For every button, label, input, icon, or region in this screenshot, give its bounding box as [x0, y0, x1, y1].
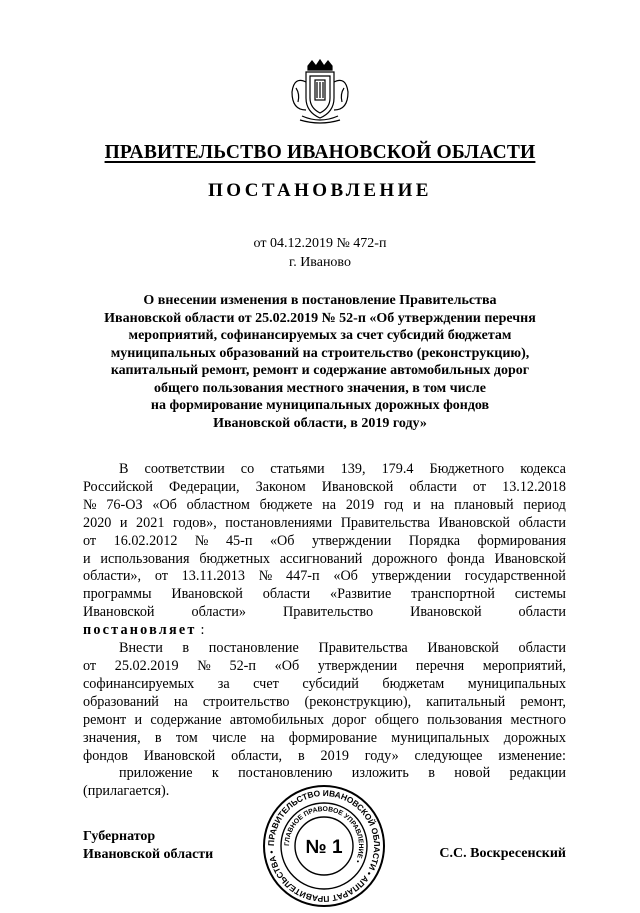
- word: области: [518, 604, 566, 621]
- signatory-position: [83, 828, 213, 864]
- document-title: [80, 292, 560, 432]
- word: счет: [253, 675, 279, 692]
- word: к: [211, 765, 219, 782]
- word: В: [119, 461, 129, 477]
- word: Внести: [119, 640, 163, 657]
- word: следующее: [414, 747, 483, 764]
- word: и: [413, 496, 421, 513]
- word: автомобильных: [229, 711, 324, 728]
- body-line: [83, 730, 566, 748]
- body-line: [83, 497, 566, 515]
- word: Ивановской: [321, 478, 394, 495]
- word: период: [523, 496, 566, 513]
- word: 25.02.2019: [114, 657, 179, 674]
- word: №: [83, 496, 97, 513]
- seal-number: № 1: [305, 837, 343, 858]
- signatory-name: С.С. Воскресенский: [439, 846, 566, 861]
- word: в: [182, 640, 190, 657]
- word: фондов: [83, 747, 128, 764]
- word: «Об: [152, 496, 177, 513]
- body-line: [83, 658, 566, 676]
- word: капитальный: [426, 693, 506, 710]
- document-type: ПОСТАНОВЛЕНИЕ: [208, 180, 432, 201]
- word: 13.11.2013: [181, 568, 245, 585]
- word: постановление: [208, 640, 299, 657]
- body-line: [83, 622, 566, 640]
- body-line: [83, 694, 566, 712]
- word: 2020: [83, 514, 112, 531]
- word: Российской: [83, 478, 153, 495]
- word: софинансируемых: [83, 675, 195, 692]
- title-line: Ивановской области, в 2019 году»: [213, 415, 427, 431]
- word: содержание: [150, 711, 222, 728]
- word: год: [383, 496, 404, 513]
- word: году»: [364, 747, 399, 764]
- word: формирования: [477, 532, 566, 549]
- word: №: [258, 568, 273, 585]
- word: 76-ОЗ: [106, 496, 143, 513]
- seal-ring-text: ПРАВИТЕЛЬСТВО ИВАНОВСКОЙ ОБЛАСТИ • АППАРАТ ПРАВИТЕЛЬСТВА •: [265, 787, 383, 905]
- word: и: [119, 514, 128, 531]
- word: значения,: [83, 729, 141, 746]
- word: на: [173, 693, 188, 710]
- word: Порядка: [408, 532, 461, 549]
- word: «Об: [274, 657, 300, 674]
- word: 52-п: [229, 657, 256, 674]
- word: редакции: [509, 765, 566, 782]
- word: постановлению: [238, 765, 333, 782]
- word: Правительства: [318, 640, 408, 657]
- word: Правительство: [282, 604, 374, 621]
- word: в: [297, 747, 305, 764]
- colon: :: [200, 622, 205, 639]
- body-line: [83, 676, 566, 694]
- word: 2019: [320, 747, 349, 764]
- word: строительство: [202, 693, 290, 710]
- word: бюджетных: [199, 550, 270, 567]
- word: в: [428, 765, 435, 782]
- word: от: [472, 478, 487, 495]
- word: и: [134, 711, 143, 728]
- word: 179.4: [381, 461, 414, 477]
- word: приложение: [119, 765, 193, 782]
- word: том: [175, 729, 198, 746]
- word: транспортной: [411, 586, 495, 603]
- word: области,: [231, 747, 283, 764]
- word: области: [518, 514, 566, 531]
- title-line: капитальный ремонт, ремонт и содержание автомобильных дорог: [110, 363, 530, 378]
- body-line: [83, 533, 566, 551]
- body-line: [83, 640, 566, 658]
- title-line: на формирование муниципальных дорожных фондов: [150, 398, 490, 413]
- word: областном: [186, 496, 250, 513]
- word: формирование: [288, 729, 377, 746]
- body-line: [83, 551, 566, 569]
- word: государственной: [464, 568, 566, 585]
- word: Ивановской: [427, 640, 499, 657]
- word: «Об: [333, 568, 358, 585]
- word: на: [322, 496, 337, 513]
- body-line: [83, 461, 566, 479]
- word: (реконструкцию),: [304, 693, 412, 710]
- word: 447-п: [286, 568, 320, 585]
- word: 45-п: [225, 532, 253, 549]
- word: Правительства: [340, 514, 430, 531]
- word: 13.12.2018: [502, 478, 566, 495]
- word: (прилагается).: [83, 783, 170, 800]
- word: Ивановской: [410, 604, 482, 621]
- word: мероприятий,: [482, 657, 566, 674]
- word: Ивановской: [494, 550, 566, 567]
- word: новой: [454, 765, 491, 782]
- word: ассигнований: [279, 550, 363, 567]
- word: №: [197, 657, 211, 674]
- body-line: [83, 712, 566, 730]
- word: 16.02.2012: [113, 532, 178, 549]
- position-line: Ивановской области: [83, 847, 214, 862]
- word: утверждении: [317, 657, 398, 674]
- government-name: ПРАВИТЕЛЬСТВО ИВАНОВСКОЙ ОБЛАСТИ: [104, 142, 536, 163]
- word: ремонт: [83, 711, 127, 728]
- word: от: [83, 532, 97, 549]
- word: области»: [191, 604, 246, 621]
- word: плановый: [454, 496, 514, 513]
- word: утверждении: [371, 568, 452, 585]
- word: за: [217, 675, 230, 692]
- body-line: [83, 748, 566, 766]
- body-line: [83, 765, 566, 783]
- word: Ивановской: [171, 586, 243, 603]
- word: кодекса: [520, 461, 566, 477]
- word: субсидий: [302, 675, 359, 692]
- word: статьями: [270, 461, 325, 477]
- word: Федерации,: [169, 478, 240, 495]
- word: 2019: [345, 496, 375, 513]
- city: г. Иваново: [289, 255, 351, 270]
- word: области»,: [83, 568, 142, 585]
- title-line: общего пользования местного значения, в том числе: [154, 380, 486, 396]
- word: 2021: [136, 514, 165, 531]
- title-line: муниципальных образований на строительство (реконструкцию),: [110, 345, 530, 361]
- word: фонда: [447, 550, 485, 567]
- word: муниципальных: [467, 675, 566, 692]
- word: 139,: [340, 461, 366, 477]
- word: на: [430, 496, 445, 513]
- word: программы: [83, 586, 152, 603]
- word: бюджетам: [382, 675, 445, 692]
- document-body: [83, 461, 566, 801]
- word: Ивановской: [143, 747, 216, 764]
- word: перечня: [415, 657, 465, 674]
- word: изложить: [351, 765, 409, 782]
- word: изменение:: [498, 747, 566, 764]
- word: муниципальных: [391, 729, 490, 746]
- word: области: [409, 478, 457, 495]
- word: годов»,: [172, 514, 217, 531]
- word: «Об: [269, 532, 295, 549]
- title-line: мероприятий, софинансируемых за счет субсидий бюджетам: [128, 328, 512, 343]
- word: «Развитие: [330, 586, 392, 603]
- body-line: [83, 586, 566, 604]
- word: образований: [83, 693, 159, 710]
- word: от: [154, 568, 168, 585]
- word: использования: [100, 550, 190, 567]
- word: пользования: [427, 711, 503, 728]
- word: бюджете: [259, 496, 313, 513]
- official-seal: [262, 784, 386, 908]
- word: области: [262, 586, 311, 603]
- word: числе: [211, 729, 247, 746]
- word: дорожного: [372, 550, 438, 567]
- body-line: [83, 604, 566, 622]
- resolves-word: постановляет: [83, 622, 197, 639]
- word: общего: [374, 711, 419, 728]
- word: дорог: [332, 711, 367, 728]
- word: Бюджетного: [429, 461, 505, 477]
- word: Законом: [255, 478, 306, 495]
- word: системы: [514, 586, 566, 603]
- word: утверждении: [312, 532, 392, 549]
- date-number: от 04.12.2019 № 472-п: [253, 236, 387, 251]
- position-line: Губернатор: [83, 829, 156, 844]
- word: ремонт,: [520, 693, 566, 710]
- title-line: Ивановской области от 25.02.2019 № 52-п «Об утверждении перечня: [104, 310, 536, 326]
- coat-of-arms-icon: [288, 58, 352, 126]
- word: местного: [510, 711, 566, 728]
- seal-inner-text: ГЛАВНОЕ ПРАВОВОЕ УПРАВЛЕНИЕ •: [283, 805, 365, 864]
- word: области: [518, 640, 566, 657]
- word: со: [240, 461, 255, 477]
- word: №: [194, 532, 209, 549]
- word: в: [154, 729, 162, 746]
- word: постановлениями: [225, 514, 333, 531]
- word: дорожных: [503, 729, 566, 746]
- word: и: [83, 550, 91, 567]
- word: Ивановской: [438, 514, 511, 531]
- word: на: [260, 729, 275, 746]
- word: соответствии: [144, 461, 225, 477]
- body-line: [83, 568, 566, 586]
- title-line: О внесении изменения в постановление Правительства: [143, 293, 497, 308]
- word: от: [83, 657, 97, 674]
- body-line: [83, 479, 566, 497]
- body-line: [83, 515, 566, 533]
- word: Ивановской: [83, 604, 155, 621]
